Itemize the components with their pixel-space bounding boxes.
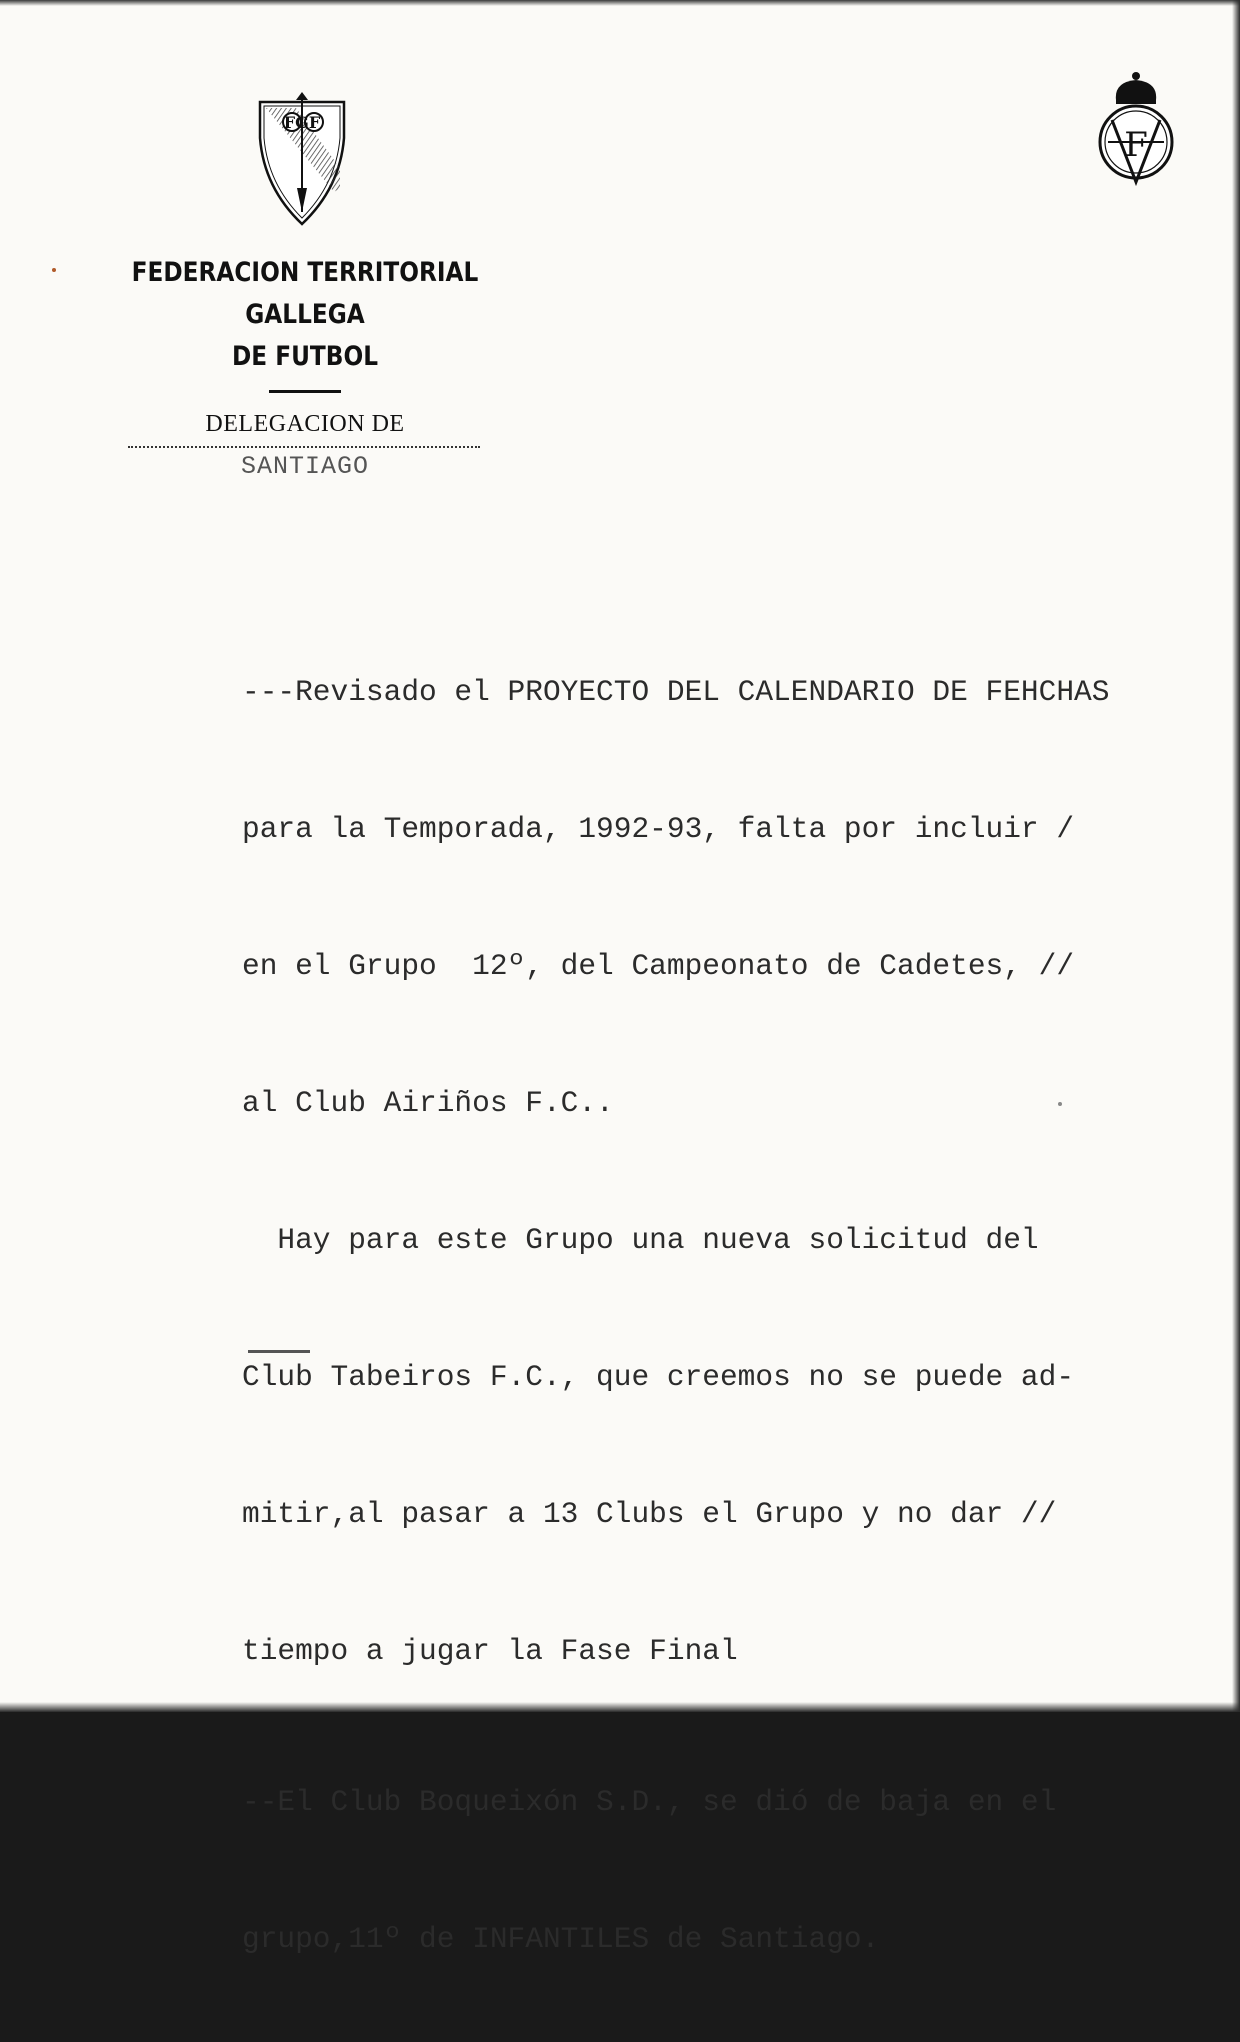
svg-text:F: F (1124, 125, 1148, 165)
fgf-shield-icon (256, 88, 348, 228)
body-line: al Club Airiños F.C.. (242, 1086, 614, 1120)
delegation-label: DELEGACION DE (205, 411, 405, 437)
organization-name-line-1: FEDERACION TERRITORIAL GALLEGA (131, 257, 479, 330)
body-line: grupo,11º de INFANTILES de Santiago. (242, 1922, 880, 1956)
letter-body (242, 590, 1232, 2042)
body-line: Club Tabeiros F.C., que creemos no se puede ad- (242, 1360, 1075, 1394)
closing-mark (248, 1350, 310, 1353)
paper-speck (52, 268, 56, 272)
body-line: mitir,al pasar a 13 Clubs el Grupo y no dar // (242, 1497, 1057, 1531)
scan-edge-top (0, 0, 1240, 6)
delegation-value: SANTIAGO (240, 452, 370, 481)
delegation-underline (128, 446, 480, 448)
body-line: Hay para este Grupo una nueva solicitud del (242, 1223, 1039, 1257)
body-line: tiempo a jugar la Fase Final (242, 1634, 738, 1668)
body-line: en el Grupo 12º, del Campeonato de Cadetes, // (242, 949, 1075, 983)
scan-edge-right (1232, 0, 1240, 1712)
body-line: ---Revisado el PROYECTO DEL CALENDARIO DE FEHCHAS (242, 675, 1110, 709)
organization-name-line-2: DE FUTBOL (231, 341, 379, 372)
rfef-crown-seal-icon (1094, 70, 1178, 188)
body-line: --El Club Boqueixón S.D., se dió de baja en el (242, 1785, 1057, 1819)
svg-text:FGF: FGF (283, 113, 321, 132)
body-line: para la Temporada, 1992-93, falta por incluir / (242, 812, 1075, 846)
letterhead-rule (269, 390, 341, 393)
